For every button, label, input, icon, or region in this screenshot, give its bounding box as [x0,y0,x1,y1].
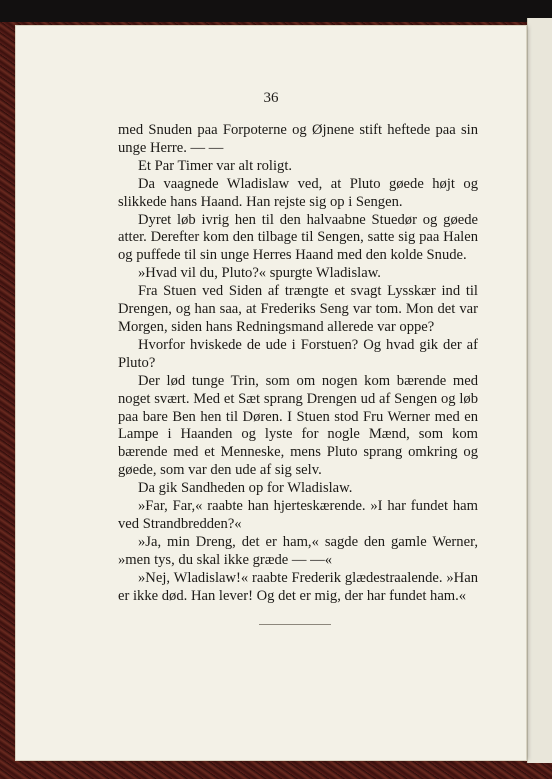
paragraph: Dyret løb ivrig hen til den halvaabne Stuedør og gøede atter. Derefter kom den tilbage til Sengen, satte sig paa Halen og puffede til sin unge Herres Haand med den kolde Snude. [118,211,478,264]
book-page [16,26,526,760]
paragraph: med Snuden paa Forpoterne og Øjnene stift heftede paa sin unge Herre. — — [118,122,478,156]
end-rule [259,624,331,625]
page-number: 36 [263,90,279,106]
paragraph: »Hvad vil du, Pluto?« spurgte Wladislaw. [138,265,381,282]
paragraph: Et Par Timer var alt roligt. [138,157,293,174]
paragraph: Der lød tunge Trin, som om nogen kom bærende med noget svært. Med et Sæt sprang Drengen ud af Sengen og løb paa bare Ben hen til Døren. I Stuen stod Fru Werner med en Lampe i Haanden og lyste for nogle Mænd, som kom bærende med et Menneske, mens Pluto sprang omkring og gøede, som var den ude af sig selv. [118,372,478,479]
top-shadow [0,0,552,22]
adjacent-page-edge [527,18,552,763]
paragraph: Hvorfor hviskede de ude i Forstuen? Og hvad gik der af Pluto? [118,336,478,371]
paragraph: »Ja, min Dreng, det er ham,« sagde den gamle Werner, »men tys, du skal ikke græde — —« [118,533,478,568]
paragraph: »Far, Far,« raabte han hjerteskærende. »I har fundet ham ved Strandbredden?« [118,498,478,532]
paragraph: »Nej, Wladislaw!« raabte Frederik glædestraalende. »Han er ikke død. Han lever! Og det er mig, der har fundet ham.« [118,569,478,604]
paragraph: Da vaagnede Wladislaw ved, at Pluto gøede højt og slikkede hans Haand. Han rejste sig op i Sengen. [118,175,478,210]
paragraph: Da gik Sandheden op for Wladislaw. [138,480,353,497]
page-text [118,122,478,605]
paragraph: Fra Stuen ved Siden af trængte et svagt Lysskær ind til Drengen, og han saa, at Frederiks Seng var tom. Mon det var Morgen, siden hans Redningsmand allerede var oppe? [118,283,478,335]
